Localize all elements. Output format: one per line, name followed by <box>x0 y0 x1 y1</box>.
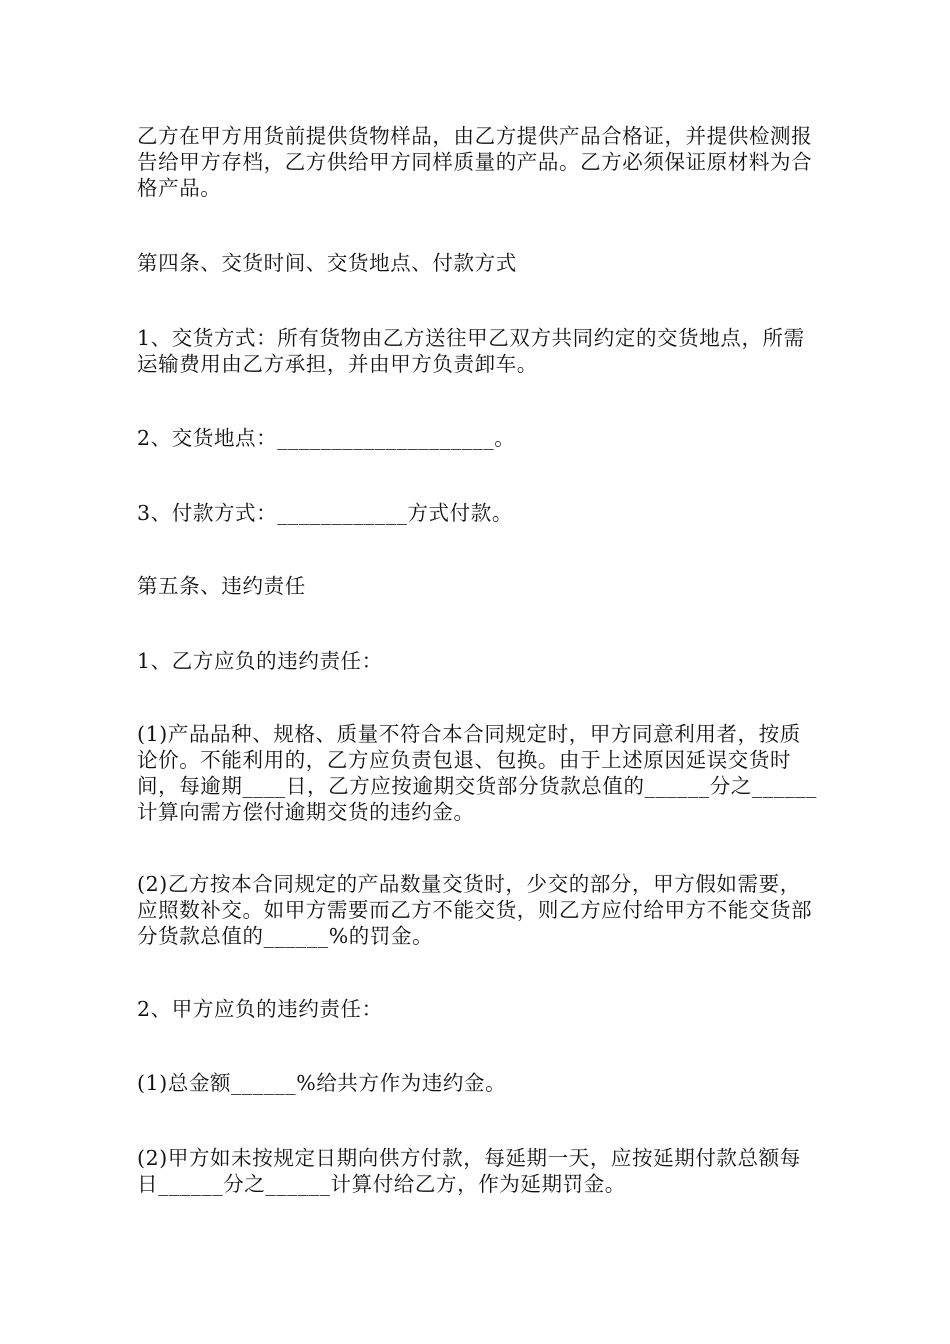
heading-article-four: 第四条、交货时间、交货地点、付款方式 <box>137 251 517 275</box>
heading-party-b-liability: 1、乙方应负的违约责任： <box>137 649 383 673</box>
paragraph-payment-method: 3、付款方式：____________方式付款。 <box>137 501 513 525</box>
paragraph-delivery-location: 2、交货地点：____________________。 <box>137 426 516 450</box>
paragraph-delivery-method: 1、交货方式：所有货物由乙方送往甲乙双方共同约定的交货地点，所需运输费用由乙方承担，并由甲方负责卸车。 <box>137 326 805 376</box>
heading-article-five: 第五条、违约责任 <box>137 574 306 598</box>
paragraph-sample-requirements: 乙方在甲方用货前提供货物样品，由乙方提供产品合格证，并提供检测报告给甲方存档，乙方供给甲方同样质量的产品。乙方必须保证原材料为合格产品。 <box>137 124 813 200</box>
paragraph-b-liability-1: (1)产品品种、规格、质量不符合本合同规定时，甲方同意利用者，按质论价。不能利用的，乙方应负责包退、包换。由于上述原因延误交货时间，每逾期____日，乙方应按逾期交货部分货款总值的______分之______计算向需方偿付逾期交货的违约金。 <box>137 722 817 824</box>
paragraph-a-liability-2: (2)甲方如未按规定日期向供方付款，每延期一天，应按延期付款总额每日______分之______计算付给乙方，作为延期罚金。 <box>137 1146 801 1196</box>
paragraph-b-liability-2: (2)乙方按本合同规定的产品数量交货时，少交的部分，甲方假如需要，应照数补交。如甲方需要而乙方不能交货，则乙方应付给甲方不能交货部分货款总值的______%的罚金。 <box>137 872 813 948</box>
heading-party-a-liability: 2、甲方应负的违约责任： <box>137 997 383 1021</box>
paragraph-a-liability-1: (1)总金额______%给共方作为违约金。 <box>137 1071 507 1095</box>
